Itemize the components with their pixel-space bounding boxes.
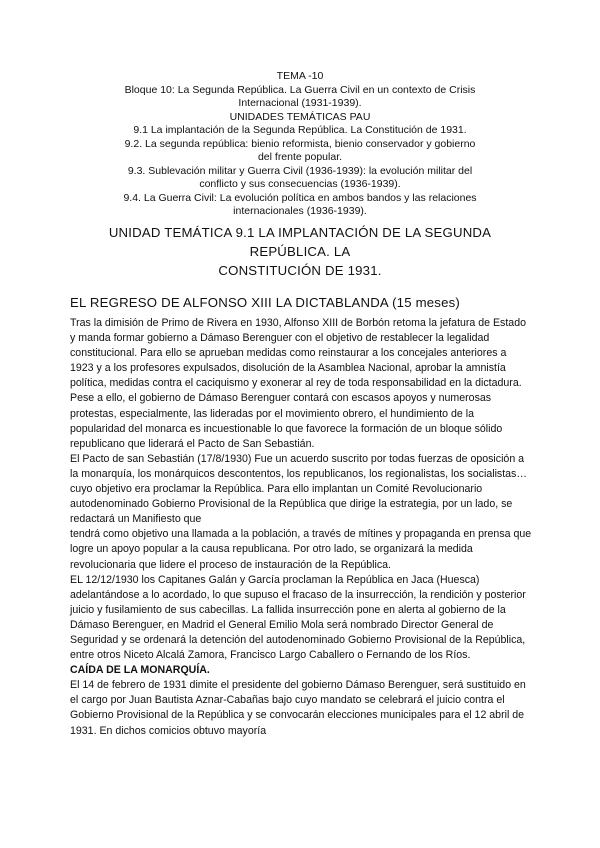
unidades-heading: UNIDADES TEMÁTICAS PAU [229,110,371,123]
paragraph: El 14 de febrero de 1931 dimite el presidente del gobierno Dámaso Berenguer, será sustituido en el cargo por Juan Bautista Aznar-Cabañas bajo cuyo mandato se celebrará el juicio contra el Gobierno Provisional de la República y se convocarán elecciones municipales para el 12 abril de 1931. En dichos comicios obtuvo mayoría [70,679,526,737]
bloque-title: Bloque 10: La Segunda República. La Guerra Civil en un contexto de Crisis Internacional (1931-1939). [124,83,476,109]
tema-label: TEMA -10 [276,70,324,82]
paragraph: EL 12/12/1930 los Capitanes Galán y García proclaman la República en Jaca (Huesca) adelantándose a lo acordado, lo que supuso el fracaso de la insurrección, la rendición y posterior juicio y fusilamiento de sus cabecillas. La fallida insurrección pone en alerta al gobierno de la Dámaso Berenguer, en Madrid el General Emilio Mola será nombrado Director General de Seguridad y se ordenará la detención del autodenominado Gobierno Provisional de la República, entre otros Niceto Alcalá Zamora, Francisco Largo Caballero o Fernando de los Ríos. [70,573,526,662]
document-header [0,70,600,280]
unit-item: 9.4. La Guerra Civil: La evolución política en ambos bandos y las relaciones internacionales (1936-1939). [123,191,477,217]
document-body [70,316,532,739]
paragraph: tendrá como objetivo una llamada a la población, a través de mítines y propaganda en prensa que logre un apoyo popular a la causa republicana. Por otro lado, se organizará la medida revolucionaria que lidere el proceso de instauración de la República. [70,528,532,571]
section-heading-regreso: EL REGRESO DE ALFONSO XIII LA DICTABLANDA (15 meses) [70,295,461,310]
unit-title [0,223,600,280]
unit-title-line-1: UNIDAD TEMÁTICA 9.1 LA IMPLANTACIÓN DE LA SEGUNDA REPÚBLICA. LA [108,224,492,259]
unit-title-line-2: CONSTITUCIÓN DE 1931. [218,262,382,278]
unit-item: 9.3. Sublevación militar y Guerra Civil (1936-1939): la evolución militar del conflicto y sus consecuencias (1936-1939). [127,164,473,190]
unit-item: 9.1 La implantación de la Segunda República. La Constitución de 1931. [133,124,467,136]
unit-item: 9.2. La segunda república: bienio reformista, bienio conservador y gobierno del frente popular. [124,137,476,163]
paragraph: Pese a ello, el gobierno de Dámaso Berenguer contará con escasos apoyos y numerosas protestas, especialmente, las lideradas por el movimiento obrero, el hundimiento de la popularidad del monarca es incuestionable lo que favorece la formación de un bloque sólido republicano que liderará el Pacto de San Sebastián. [70,392,503,450]
paragraph: Tras la dimisión de Primo de Rivera en 1930, Alfonso XIII de Borbón retoma la jefatura de Estado y manda formar gobierno a Dámaso Berenguer con el objetivo de restablecer la legalidad constitucional. Para ello se aprueban medidas como reinstaurar a los concejales anteriores a 1923 y a los profesores expulsados, disolución de la Asamblea Nacional, aprobar la amnistía política, medidas contra el caciquismo y exonerar al rey de toda responsabilidad en la dictadura. [70,317,526,390]
section-heading-caida: CAÍDA DE LA MONARQUÍA. [70,664,210,677]
paragraph: El Pacto de san Sebastián (17/8/1930) Fue un acuerdo suscrito por todas fuerzas de oposición a la monarquía, los monárquicos descontentos, los republicanos, los regionalistas, los socialistas…cuyo objetivo era proclamar la República. Para ello implantan un Comité Revolucionario autodenominado Gobierno Provisional de la República que dirige la estrategia, por un lado, se redactará un Manifiesto que [70,452,527,526]
